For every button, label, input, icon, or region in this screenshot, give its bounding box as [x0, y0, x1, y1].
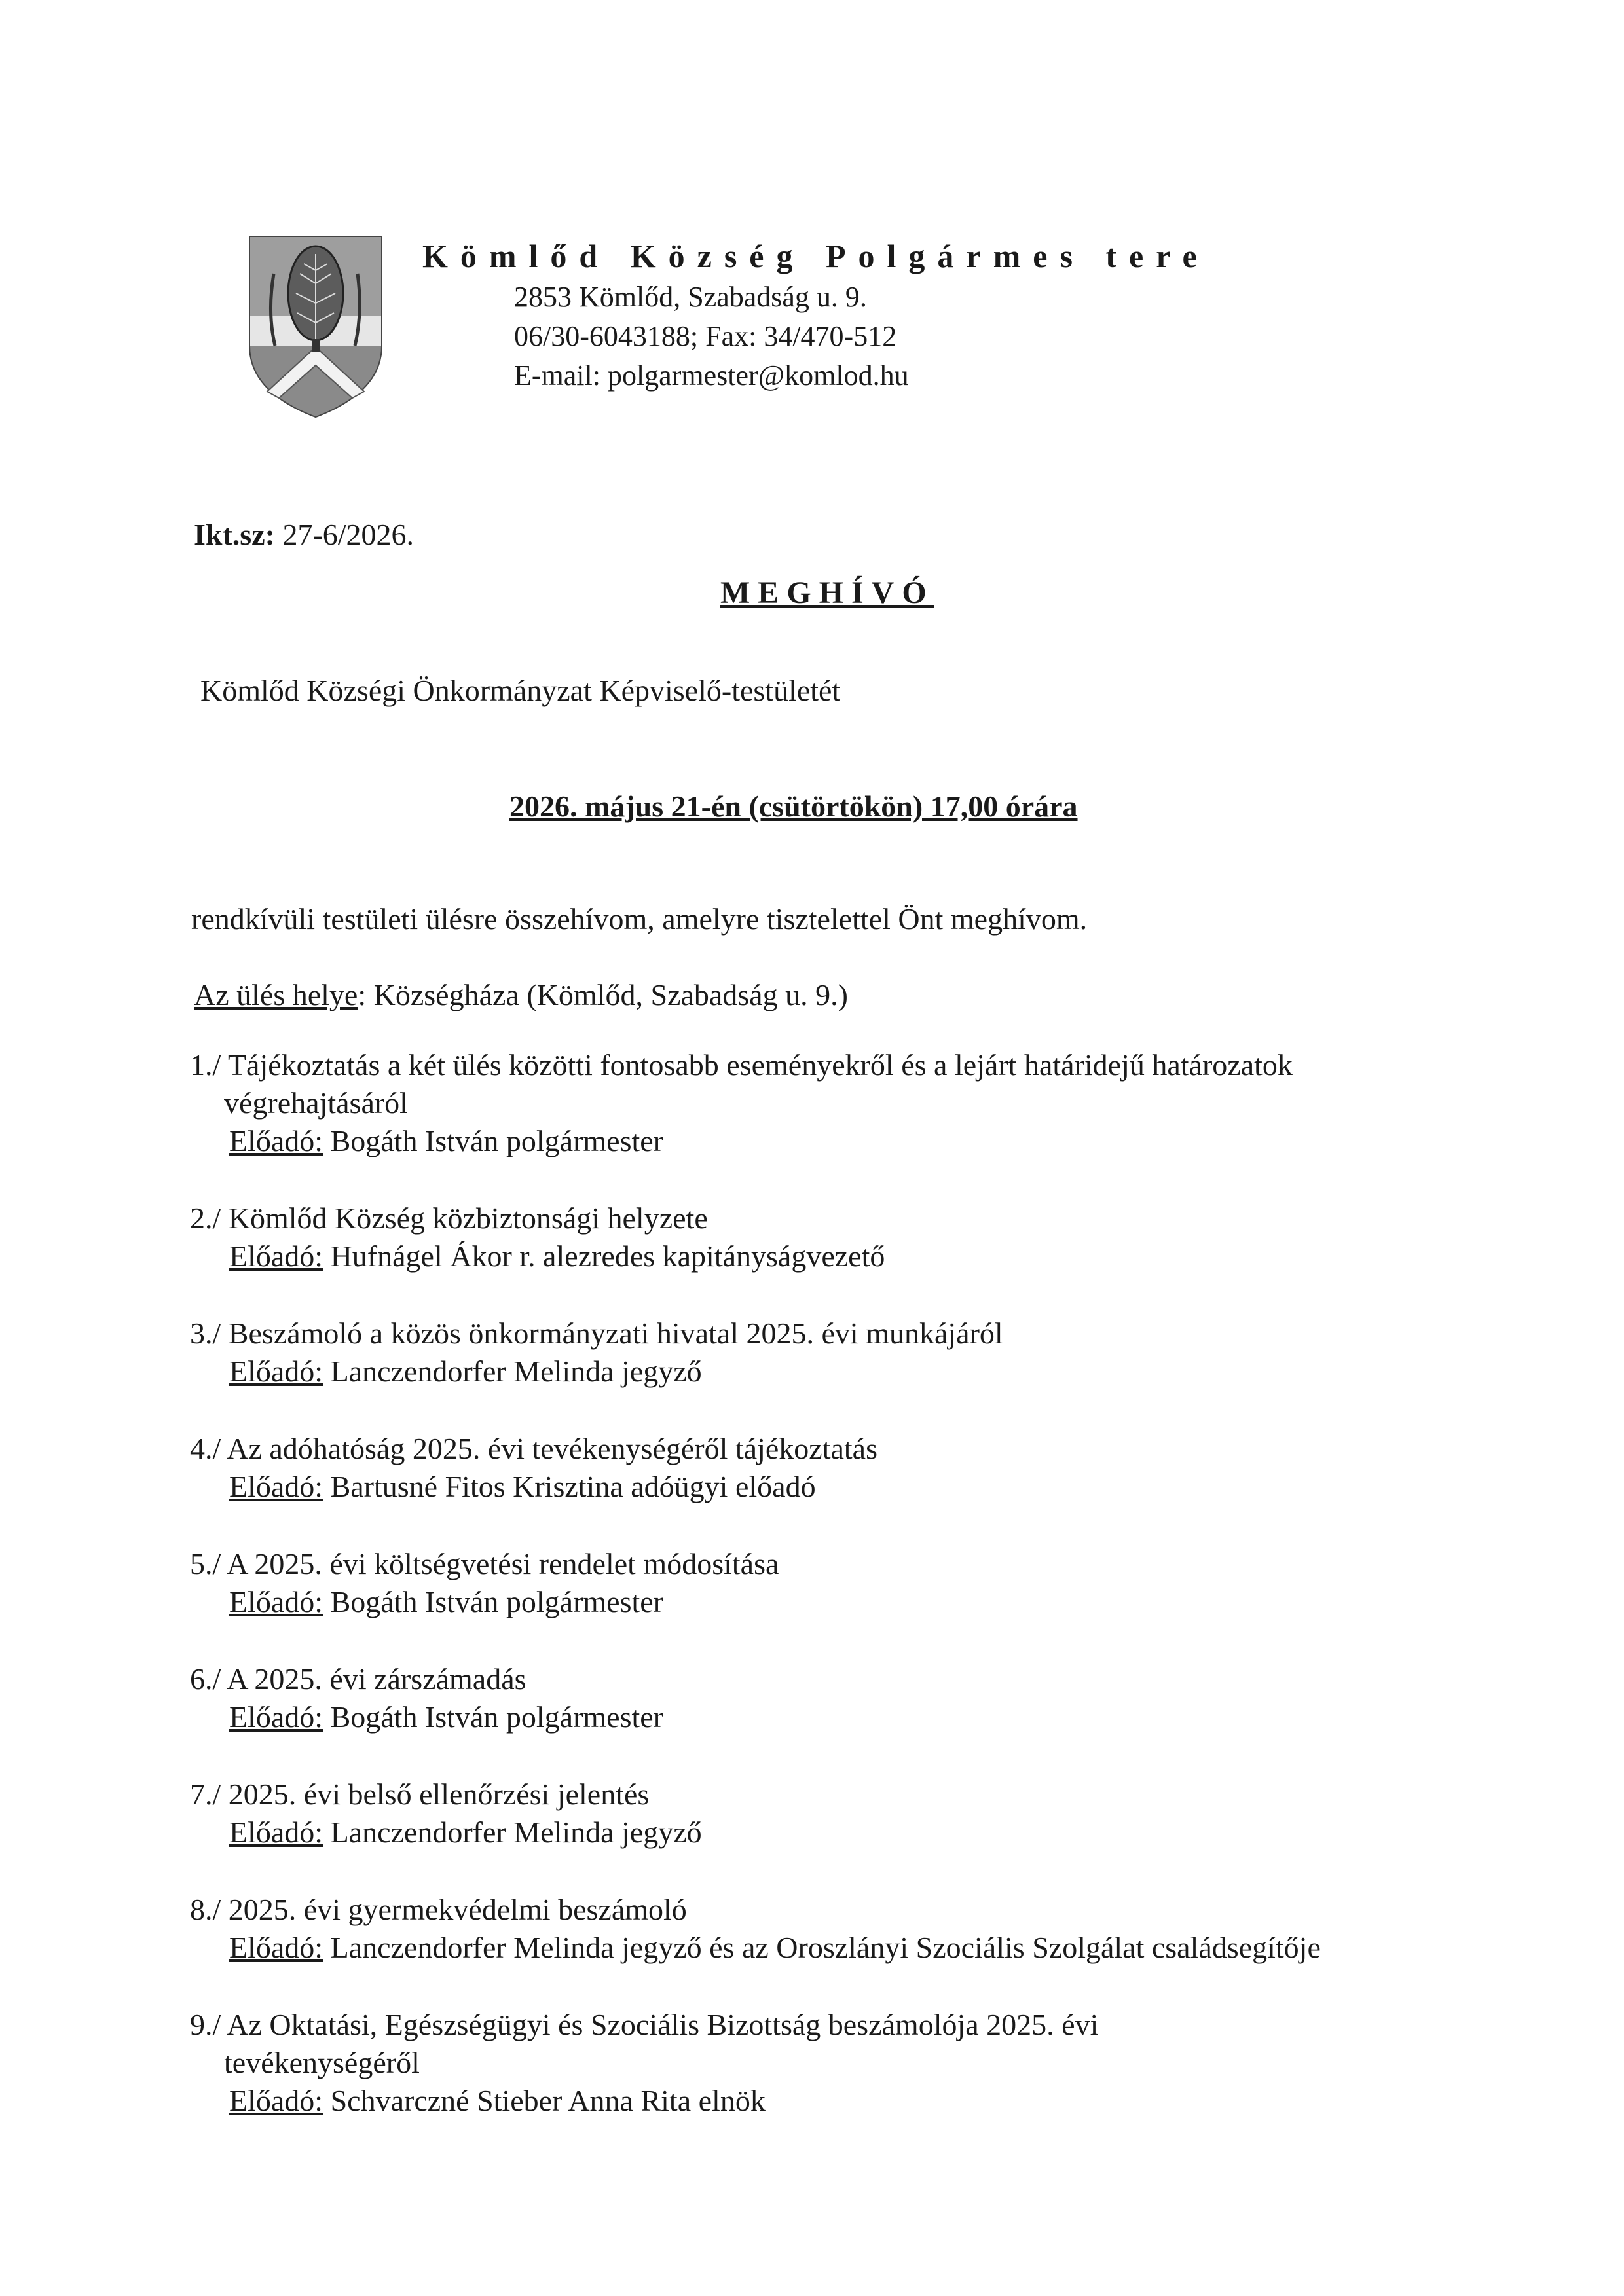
agenda-item-title — [190, 1315, 1500, 1353]
presenter-name: Lanczendorfer Melinda jegyző — [323, 1355, 702, 1388]
agenda-item-title — [190, 2006, 1500, 2044]
agenda-item-number: 9./ — [190, 2008, 227, 2041]
agenda-item-text: Az adóhatóság 2025. évi tevékenységéről tájékoztatás — [227, 1432, 877, 1465]
agenda-item-text: 2025. évi gyermekvédelmi beszámoló — [228, 1893, 687, 1926]
presenter-name: Bogáth István polgármester — [323, 1124, 664, 1157]
agenda-item — [190, 1199, 1500, 1275]
agenda-item-presenter — [190, 1237, 1500, 1275]
agenda-item-text: Kömlőd Község közbiztonsági helyzete — [228, 1201, 708, 1235]
agenda-item — [190, 1545, 1500, 1621]
presenter-label: Előadó: — [229, 1124, 323, 1157]
reference-number — [194, 517, 414, 552]
venue-line — [194, 977, 848, 1012]
reference-label: Ikt.sz: — [194, 518, 275, 551]
office-email: E-mail: polgarmester@komlod.hu — [514, 359, 909, 392]
agenda-item-presenter — [190, 1929, 1500, 1967]
agenda-item-text-continued: végrehajtásáról — [224, 1086, 408, 1120]
agenda-item-presenter — [190, 1583, 1500, 1621]
reference-value: 27-6/2026. — [282, 518, 415, 551]
presenter-name: Bogáth István polgármester — [323, 1700, 664, 1734]
agenda-item-presenter — [190, 1468, 1500, 1506]
agenda-item-text: A 2025. évi költségvetési rendelet módosítása — [227, 1547, 779, 1580]
agenda-item — [190, 1776, 1500, 1851]
presenter-name: Lanczendorfer Melinda jegyző és az Oroszlányi Szociális Szolgálat családsegítője — [323, 1931, 1321, 1964]
agenda-item-title — [190, 1199, 1500, 1237]
office-title: Kömlőd Község Polgármes tere — [422, 238, 1209, 274]
presenter-label: Előadó: — [229, 1470, 323, 1503]
agenda-item-title — [190, 1776, 1500, 1813]
document-title: MEGHÍVÓ — [720, 575, 934, 610]
agenda-item-presenter — [190, 1698, 1500, 1736]
agenda-item-text: A 2025. évi zárszámadás — [227, 1662, 526, 1696]
agenda-item-text: Tájékoztatás a két ülés közötti fontosabb eseményekről és a lejárt határidejű határozatok — [227, 1048, 1293, 1082]
agenda-item-text-continued: tevékenységéről — [224, 2046, 420, 2079]
presenter-label: Előadó: — [229, 1700, 323, 1734]
presenter-name: Schvarczné Stieber Anna Rita elnök — [323, 2084, 766, 2117]
agenda-item-title — [190, 1046, 1500, 1084]
agenda-item-presenter — [190, 1353, 1500, 1391]
agenda-item — [190, 1430, 1500, 1506]
presenter-name: Bogáth István polgármester — [323, 1585, 664, 1618]
venue-value: : Községháza (Kömlőd, Szabadság u. 9.) — [358, 978, 848, 1011]
agenda-item — [190, 1046, 1500, 1160]
presenter-name: Bartusné Fitos Krisztina adóügyi előadó — [323, 1470, 816, 1503]
agenda-item — [190, 2006, 1500, 2120]
office-address: 2853 Kömlőd, Szabadság u. 9. — [514, 281, 867, 313]
agenda-item-number: 5./ — [190, 1547, 227, 1580]
agenda-item-presenter — [190, 1122, 1500, 1160]
agenda-item-text: Az Oktatási, Egészségügyi és Szociális Bizottság beszámolója 2025. évi — [227, 2008, 1099, 2041]
agenda-list — [190, 1046, 1500, 2159]
agenda-item-number: 7./ — [190, 1777, 229, 1811]
agenda-item-presenter — [190, 1813, 1500, 1851]
agenda-item-title — [190, 1545, 1500, 1583]
agenda-item-number: 3./ — [190, 1317, 229, 1350]
office-phone-fax: 06/30-6043188; Fax: 34/470-512 — [514, 320, 897, 352]
agenda-item — [190, 1660, 1500, 1736]
agenda-item-number: 1./ — [190, 1048, 228, 1082]
agenda-item-title — [190, 1891, 1500, 1929]
agenda-item-text: Beszámoló a közös önkormányzati hivatal 2025. évi munkájáról — [228, 1317, 1003, 1350]
presenter-label: Előadó: — [229, 1585, 323, 1618]
presenter-label: Előadó: — [229, 1931, 323, 1964]
intro-line: Kömlőd Községi Önkormányzat Képviselő-testületét — [200, 674, 841, 707]
presenter-label: Előadó: — [229, 2084, 323, 2117]
agenda-item-number: 2./ — [190, 1201, 229, 1235]
agenda-item-number: 6./ — [190, 1662, 227, 1696]
presenter-name: Hufnágel Ákor r. alezredes kapitányságvezető — [323, 1239, 885, 1273]
meeting-datetime: 2026. május 21-én (csütörtökön) 17,00 órára — [509, 790, 1078, 823]
agenda-item — [190, 1315, 1500, 1391]
agenda-item-title — [190, 1660, 1500, 1698]
presenter-name: Lanczendorfer Melinda jegyző — [323, 1815, 702, 1849]
agenda-item-presenter — [190, 2082, 1500, 2120]
coat-of-arms-icon — [248, 234, 384, 419]
agenda-item-title — [190, 1430, 1500, 1468]
presenter-label: Előadó: — [229, 1355, 323, 1388]
agenda-item-text: 2025. évi belső ellenőrzési jelentés — [228, 1777, 650, 1811]
venue-label: Az ülés helye — [194, 978, 358, 1011]
invitation-paragraph: rendkívüli testületi ülésre összehívom, amelyre tisztelettel Önt meghívom. — [191, 902, 1088, 936]
agenda-item-number: 8./ — [190, 1893, 229, 1926]
presenter-label: Előadó: — [229, 1815, 323, 1849]
agenda-item-number: 4./ — [190, 1432, 227, 1465]
agenda-item — [190, 1891, 1500, 1967]
presenter-label: Előadó: — [229, 1239, 323, 1273]
